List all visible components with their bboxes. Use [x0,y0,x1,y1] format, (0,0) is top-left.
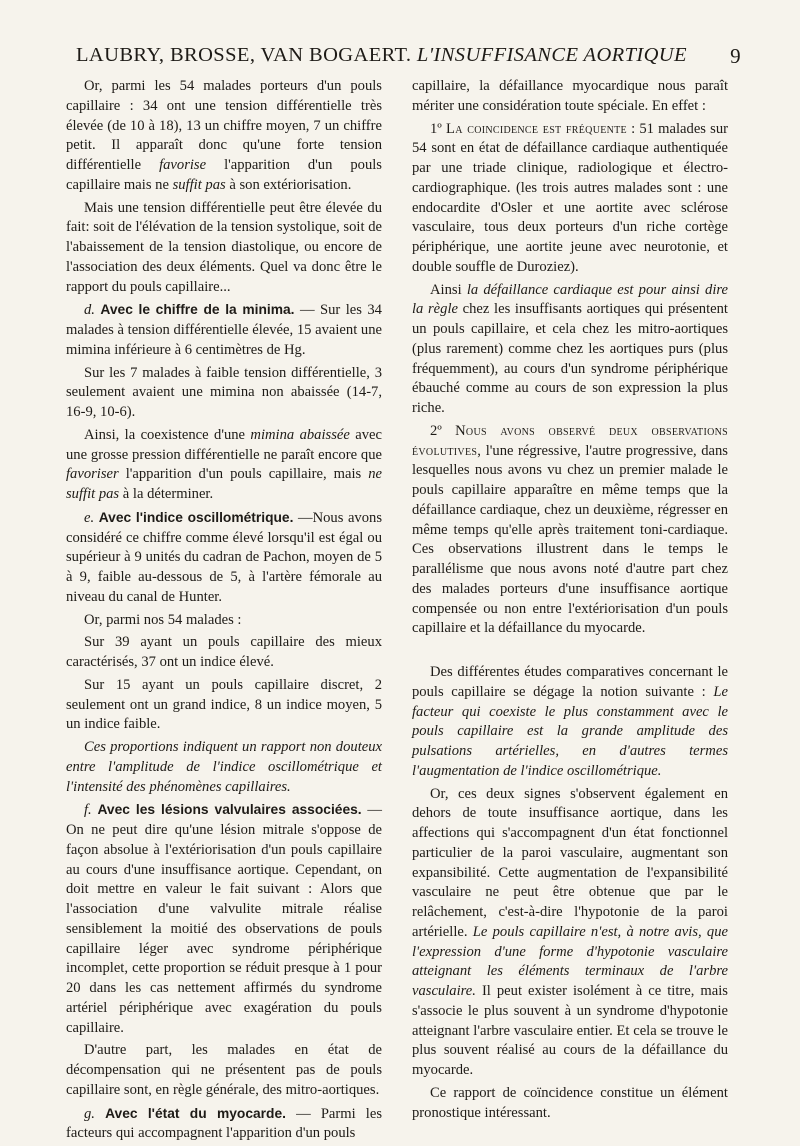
page-number: 9 [730,44,741,68]
section-heading: Avec le chiffre de la minima. [100,302,295,318]
section-d: d. Avec le chiffre de la minima. — Sur les 34 malades à tension différentielle élevée, 15 avaient une mimina inférieure à 6 centimètres de Hg. [66,302,382,358]
paragraph: Or, parmi les 54 malades porteurs d'un pouls capillaire : 34 ont une tension différentielle très élevée (de 10 à 18), 13 un chiffre moyen, 7 un chiffre petit. Il apparaît donc qu'une forte tension différentielle favorise l'apparition d'un pouls capillaire mais ne suffit pas à son extériorisation. [66,78,382,193]
paragraph: capillaire, la défaillance myocardique nous paraît mériter une considération toute spéciale. En effet : [412,78,728,114]
left-column [66,77,382,1144]
section-g: g. Avec l'état du myocarde. — Parmi les facteurs qui accompagnent l'apparition d'un pouls [66,1105,383,1142]
point-2: 2º Nous avons observé deux observations évolutives, l'une régressive, l'autre progressive, dans lesquelles nous avons vu chez un premier malade le pouls capillaire apparaître en même temps que la défaillance cardiaque, chez un deuxième, régresser en même temps qu'elle après traitement toni-cardiaque. Ces observations illustrent dans le temps le parallélisme que nous avons noté d'autre part chez des malades porteurs d'une insuffisance aortique compensée ou non entre l'extériorisation d'un pouls capillaire et la défaillance du myocarde. [412,422,728,637]
section-f: f. Avec les lésions valvulaires associées. — On ne peut dire qu'une lésion mitrale s'oppose de façon absolue à l'extériorisation d'un pouls capillaire au cours d'une insuffisance aortique. Cependant, on doit mettre en valeur le fait suivant : Alors que l'association d'une valvulite mitrale réalise sensiblement la moitié des observations de pouls capillaire léger avec syndrome périphérique incomplet, cette proportion se réduit presque à 1 pour 20 dans les cas nettement affirmés du syndrome artériel périphérique avec exagération du pouls capillaire. [66,802,383,1036]
section-heading: Avec les lésions valvulaires associées. [97,802,362,818]
section-heading: Avec l'indice oscillométrique. [98,509,294,525]
paragraph: Ainsi, la coexistence d'une mimina abaissée avec une grosse pression différentielle ne paraît encore que favoriser l'apparition d'un pouls capillaire, mais ne suffit pas à la déterminer. [66,426,382,502]
paragraph: Ainsi la défaillance cardiaque est pour ainsi dire la règle chez les insuffisants aortiques qui présentent un pouls capillaire, et cela chez les mitro-aortiques (plus rarement) comme chez les aortiques purs (plus fréquemment), au cours d'un syndrome périphérique ébauché comme au cours de son expression la plus riche. [412,281,728,416]
section-e: e. Avec l'indice oscillométrique. —Nous avons considéré ce chiffre comme élevé lorsqu'il est égal ou supérieur à 9 unités du cadran de Pachon, moyen de 5 à 9, faible au-dessous de 5, à l'artère fémorale au niveau du canal de Hunter. [66,509,383,605]
paragraph: Or, ces deux signes s'observent également en dehors de toute insuffisance aortique, dans les affections qui s'accompagnent d'un état fonctionnel particulier de la paroi vasculaire, augmentant son expansibilité. Cette augmentation de l'expansibilité vasculaire ne peut être obtenue que par le relâchement, c'est-à-dire l'hypotonie de la paroi artérielle. Le pouls capillaire n'est, à notre avis, que l'expression d'une forme d'hypotonie vasculaire atteignant les éléments terminaux de l'arbre vasculaire. Il peut exister isolément à ce titre, mais s'associe le plus souvent à un syndrome d'hypotonie atteignant l'arbre vasculaire entier. Et cela se trouve le plus souvent réalisé au cours de la défaillance du myocarde. [412,785,728,1078]
header-authors: LAUBRY, BROSSE, VAN BOGAERT. [76,44,412,66]
paragraph: D'autre part, les malades en état de décompensation qui ne présentent pas de pouls capillaire sont, en règle générale, des mitro-aortiques. [66,1042,382,1098]
paragraph: Sur les 7 malades à faible tension différentielle, 3 seulement avaient une mimina non abaissée (14-7, 16-9, 10-6). [66,364,382,420]
paragraph: Des différentes études comparatives concernant le pouls capillaire se dégage la notion suivante : Le facteur qui coexiste le plus constamment avec le pouls capillaire est la grande amplitude des pulsations artérielles, en d'autres termes l'augmentation de l'indice oscillométrique. [412,664,728,779]
paragraph: Or, parmi nos 54 malades : [84,611,242,628]
paragraph: Sur 39 ayant un pouls capillaire des mieux caractérisés, 37 ont un indice élevé. [66,634,382,670]
point-heading: La coincidence est fréquente [446,120,627,137]
running-header [76,44,741,76]
paragraph: Sur 15 ayant un pouls capillaire discret, 2 seulement ont un grand indice, 8 un indice moyen, 5 un indice faible. [66,676,382,733]
paragraph: Ce rapport de coïncidence constitue un élément pronostique intéressant. [412,1084,728,1121]
header-authors-title [76,44,687,67]
point-heading: Nous avons observé deux observations évolutives, [412,422,728,459]
point-1: 1º La coincidence est fréquente : 51 malades sur 54 sont en état de défaillance cardiaque authentiquée par une triade clinique, radiologique et électro-cardiographique. (les trois autres malades sont : une endocardite d'Osler et une aortite avec sclérose vasculaire, tous deux porteurs d'un riche cortège périphérique, une aortite jeune avec neurotonie, et double souffle de Duroziez). [412,120,728,275]
right-column [412,77,728,1123]
paragraph-italic: Ces proportions indiquent un rapport non douteux entre l'amplitude de l'indice oscillométrique et l'intensité des phénomènes capillaires. [66,739,382,795]
paragraph: Mais une tension différentielle peut être élevée du fait: soit de l'élévation de la tension systolique, soit de l'abaissement de la tension diastolique, ou encore de l'association des deux éléments. Quel va donc être le rapport du pouls capillaire... [66,199,382,295]
section-heading: Avec l'état du myocarde. [105,1105,286,1121]
header-title: L'INSUFFISANCE AORTIQUE [416,44,687,66]
